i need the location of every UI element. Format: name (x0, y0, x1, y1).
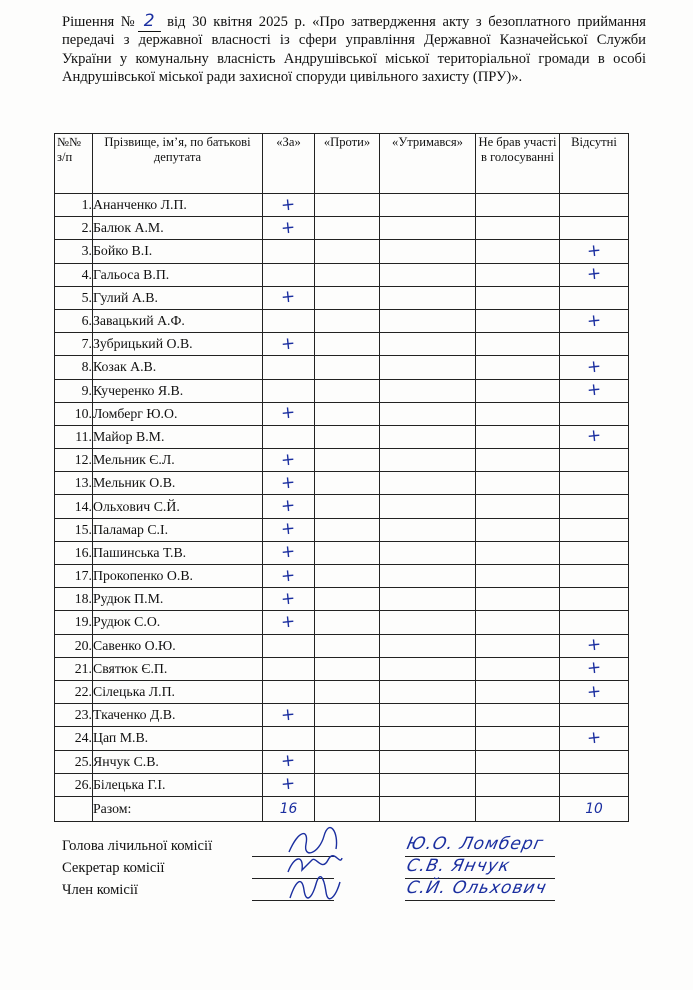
signature-name: С.В. Янчук (404, 856, 513, 876)
vote-for-cell (263, 727, 315, 750)
handwritten-mark: + (585, 263, 603, 285)
table-row (55, 356, 629, 379)
deputy-name: Балюк А.М. (93, 217, 263, 240)
deputy-name: Мельник О.В. (93, 472, 263, 495)
table-row (55, 495, 629, 518)
handwritten-mark: + (585, 657, 603, 680)
decision-subject: «Про затвердження акту з безоплатного приймання передачі з державної власності із сфери управління Державної Казначейської Служби України у комунальну власність Андрушівської міської територіальної громади в особі Андрушівської міської ради захисної споруди цивільного захисту (ПРУ)». (62, 14, 646, 85)
absent-cell (560, 773, 629, 796)
vote-against-cell (315, 449, 380, 472)
vote-abstain-cell (380, 565, 476, 588)
table-header-row (55, 134, 629, 194)
row-num: 13. (55, 472, 93, 495)
vote-against-cell (315, 704, 380, 727)
not-voted-cell (476, 217, 560, 240)
absent-cell (560, 333, 629, 356)
vote-abstain-cell (380, 309, 476, 332)
deputy-name: Гальоса В.П. (93, 263, 263, 286)
signature-role: Секретар комісії (62, 860, 165, 876)
handwritten-mark: + (280, 541, 297, 564)
deputy-name: Рудюк С.О. (93, 611, 263, 634)
not-voted-cell (476, 402, 560, 425)
handwritten-mark: + (280, 495, 297, 517)
vote-for-cell (263, 704, 315, 727)
table-row (55, 518, 629, 541)
table-row (55, 309, 629, 332)
absent-cell (560, 379, 629, 402)
deputy-name: Мельник Є.Л. (93, 449, 263, 472)
vote-against-cell (315, 541, 380, 564)
deputy-name: Білецька Г.І. (93, 773, 263, 796)
vote-for-cell (263, 286, 315, 309)
not-voted-cell (476, 472, 560, 495)
absent-cell (560, 634, 629, 657)
vote-against-cell (315, 402, 380, 425)
header-not-voted: Не брав участі в голосуванні (476, 134, 560, 194)
row-num: 11. (55, 425, 93, 448)
absent-cell (560, 704, 629, 727)
not-voted-cell (476, 240, 560, 263)
signature-role: Член комісії (62, 882, 138, 898)
absent-cell (560, 425, 629, 448)
voting-table (54, 133, 629, 822)
vote-abstain-cell (380, 541, 476, 564)
total-abstain (380, 796, 476, 821)
absent-cell (560, 727, 629, 750)
decision-date: від 30 квітня 2025 р. (167, 14, 306, 30)
total-against (315, 796, 380, 821)
handwritten-mark: + (280, 750, 297, 772)
vote-abstain-cell (380, 750, 476, 773)
row-num: 25. (55, 750, 93, 773)
vote-against-cell (315, 680, 380, 703)
not-voted-cell (476, 657, 560, 680)
vote-against-cell (315, 217, 380, 240)
handwritten-mark: + (280, 333, 297, 355)
vote-for-cell (263, 217, 315, 240)
handwritten-mark: + (280, 286, 297, 309)
vote-abstain-cell (380, 449, 476, 472)
table-row (55, 402, 629, 425)
vote-for-cell (263, 588, 315, 611)
vote-against-cell (315, 379, 380, 402)
row-num: 4. (55, 263, 93, 286)
row-num: 19. (55, 611, 93, 634)
header-against: «Проти» (315, 134, 380, 194)
handwritten-mark: + (280, 588, 297, 610)
absent-cell (560, 495, 629, 518)
vote-abstain-cell (380, 402, 476, 425)
deputy-name: Паламар С.І. (93, 518, 263, 541)
vote-against-cell (315, 194, 380, 217)
deputy-name: Козак А.В. (93, 356, 263, 379)
vote-for-cell (263, 240, 315, 263)
deputy-name: Ткаченко Д.В. (93, 704, 263, 727)
vote-abstain-cell (380, 680, 476, 703)
vote-against-cell (315, 657, 380, 680)
handwritten-signature-icon (284, 868, 344, 904)
vote-for-cell (263, 750, 315, 773)
vote-abstain-cell (380, 286, 476, 309)
signature-name: Ю.О. Ломберг (404, 834, 546, 854)
vote-against-cell (315, 333, 380, 356)
vote-against-cell (315, 518, 380, 541)
absent-cell (560, 194, 629, 217)
decision-prefix: Рішення № (62, 14, 138, 30)
vote-for-cell (263, 263, 315, 286)
vote-against-cell (315, 750, 380, 773)
row-num: 26. (55, 773, 93, 796)
vote-against-cell (315, 773, 380, 796)
header-for: «За» (263, 134, 315, 194)
vote-for-cell (263, 472, 315, 495)
handwritten-mark: + (280, 564, 297, 587)
vote-against-cell (315, 727, 380, 750)
table-row (55, 333, 629, 356)
table-row (55, 472, 629, 495)
row-num: 16. (55, 541, 93, 564)
absent-cell (560, 263, 629, 286)
table-row (55, 541, 629, 564)
not-voted-cell (476, 495, 560, 518)
signature-name: С.Й. Ольхович (404, 878, 549, 898)
vote-abstain-cell (380, 704, 476, 727)
not-voted-cell (476, 356, 560, 379)
table-row (55, 449, 629, 472)
vote-against-cell (315, 286, 380, 309)
vote-against-cell (315, 240, 380, 263)
row-num: 10. (55, 402, 93, 425)
absent-cell (560, 611, 629, 634)
vote-for-cell (263, 425, 315, 448)
handwritten-mark: + (280, 472, 297, 494)
row-num: 14. (55, 495, 93, 518)
table-row (55, 194, 629, 217)
absent-cell (560, 402, 629, 425)
table-row (55, 379, 629, 402)
vote-abstain-cell (380, 611, 476, 634)
handwritten-mark: + (585, 356, 603, 378)
row-num: 3. (55, 240, 93, 263)
table-row (55, 425, 629, 448)
vote-abstain-cell (380, 194, 476, 217)
not-voted-cell (476, 518, 560, 541)
vote-against-cell (315, 634, 380, 657)
vote-for-cell (263, 194, 315, 217)
row-num: 23. (55, 704, 93, 727)
not-voted-cell (476, 263, 560, 286)
vote-for-cell (263, 773, 315, 796)
row-num: 22. (55, 680, 93, 703)
absent-cell (560, 309, 629, 332)
not-voted-cell (476, 611, 560, 634)
signature-row-secretary (62, 856, 662, 882)
row-num: 17. (55, 565, 93, 588)
total-absent: 10 (560, 796, 629, 821)
vote-for-cell (263, 634, 315, 657)
table-row (55, 634, 629, 657)
not-voted-cell (476, 773, 560, 796)
handwritten-mark: + (585, 425, 603, 448)
vote-for-cell (263, 518, 315, 541)
table-row (55, 565, 629, 588)
absent-cell (560, 750, 629, 773)
not-voted-cell (476, 194, 560, 217)
deputy-name: Майор В.М. (93, 425, 263, 448)
absent-cell (560, 472, 629, 495)
vote-against-cell (315, 425, 380, 448)
not-voted-cell (476, 680, 560, 703)
vote-abstain-cell (380, 657, 476, 680)
vote-for-cell (263, 379, 315, 402)
handwritten-mark: + (280, 611, 297, 633)
deputy-name: Бойко В.І. (93, 240, 263, 263)
handwritten-mark: + (585, 680, 603, 703)
not-voted-cell (476, 727, 560, 750)
table-row (55, 680, 629, 703)
vote-for-cell (263, 541, 315, 564)
table-row (55, 704, 629, 727)
vote-for-cell (263, 565, 315, 588)
vote-abstain-cell (380, 217, 476, 240)
handwritten-mark: + (280, 448, 297, 471)
handwritten-mark: + (280, 217, 297, 239)
handwritten-mark: + (280, 704, 297, 726)
row-num: 24. (55, 727, 93, 750)
absent-cell (560, 680, 629, 703)
handwritten-mark: + (280, 193, 297, 216)
deputy-name: Пашинська Т.В. (93, 541, 263, 564)
vote-for-cell (263, 680, 315, 703)
vote-against-cell (315, 472, 380, 495)
table-row (55, 727, 629, 750)
handwritten-mark: + (585, 634, 603, 656)
handwritten-mark: + (280, 402, 297, 424)
absent-cell (560, 356, 629, 379)
row-num: 2. (55, 217, 93, 240)
table-row (55, 240, 629, 263)
decision-number: 2 (138, 11, 161, 32)
absent-cell (560, 541, 629, 564)
deputy-name: Ольхович С.Й. (93, 495, 263, 518)
vote-for-cell (263, 495, 315, 518)
vote-abstain-cell (380, 240, 476, 263)
vote-abstain-cell (380, 425, 476, 448)
not-voted-cell (476, 565, 560, 588)
header-num: №№ з/п (55, 134, 93, 194)
vote-for-cell (263, 333, 315, 356)
name-underline (405, 900, 555, 901)
deputy-name: Сілецька Л.П. (93, 680, 263, 703)
signature-role: Голова лічильної комісії (62, 838, 213, 854)
not-voted-cell (476, 449, 560, 472)
vote-abstain-cell (380, 634, 476, 657)
row-num: 8. (55, 356, 93, 379)
total-num-cell (55, 796, 93, 821)
vote-abstain-cell (380, 472, 476, 495)
row-num: 7. (55, 333, 93, 356)
row-num: 18. (55, 588, 93, 611)
deputy-name: Гулий А.В. (93, 286, 263, 309)
table-row (55, 611, 629, 634)
vote-for-cell (263, 657, 315, 680)
table-row (55, 217, 629, 240)
not-voted-cell (476, 588, 560, 611)
header-name: Прізвище, ім’я, по батькові депутата (93, 134, 263, 194)
vote-against-cell (315, 565, 380, 588)
table-row (55, 750, 629, 773)
absent-cell (560, 449, 629, 472)
deputy-name: Савенко О.Ю. (93, 634, 263, 657)
deputy-name: Ломберг Ю.О. (93, 402, 263, 425)
absent-cell (560, 217, 629, 240)
header-abstain: «Утримався» (380, 134, 476, 194)
deputy-name: Прокопенко О.В. (93, 565, 263, 588)
handwritten-mark: + (585, 727, 603, 749)
absent-cell (560, 657, 629, 680)
deputy-name: Ананченко Л.П. (93, 194, 263, 217)
not-voted-cell (476, 704, 560, 727)
deputy-name: Святюк Є.П. (93, 657, 263, 680)
vote-abstain-cell (380, 333, 476, 356)
handwritten-mark: + (280, 773, 297, 795)
absent-cell (560, 240, 629, 263)
absent-cell (560, 565, 629, 588)
deputy-name: Кучеренко Я.В. (93, 379, 263, 402)
vote-for-cell (263, 611, 315, 634)
deputy-name: Цап М.В. (93, 727, 263, 750)
table-row (55, 263, 629, 286)
total-row (55, 796, 629, 821)
vote-against-cell (315, 588, 380, 611)
not-voted-cell (476, 286, 560, 309)
deputy-name: Завацький А.Ф. (93, 309, 263, 332)
vote-against-cell (315, 309, 380, 332)
not-voted-cell (476, 309, 560, 332)
vote-abstain-cell (380, 588, 476, 611)
total-for: 16 (263, 796, 315, 821)
handwritten-mark: + (585, 379, 603, 401)
header-absent: Відсутні (560, 134, 629, 194)
deputy-name: Зубрицький О.В. (93, 333, 263, 356)
vote-abstain-cell (380, 773, 476, 796)
vote-for-cell (263, 309, 315, 332)
deputy-name: Янчук С.В. (93, 750, 263, 773)
row-num: 20. (55, 634, 93, 657)
decision-heading (62, 12, 646, 86)
handwritten-mark: + (585, 240, 603, 262)
vote-abstain-cell (380, 379, 476, 402)
vote-for-cell (263, 402, 315, 425)
signature-row-member (62, 878, 662, 904)
table-row (55, 286, 629, 309)
vote-for-cell (263, 356, 315, 379)
handwritten-mark: + (280, 518, 297, 540)
vote-abstain-cell (380, 518, 476, 541)
vote-for-cell (263, 449, 315, 472)
total-not-voted (476, 796, 560, 821)
not-voted-cell (476, 634, 560, 657)
absent-cell (560, 518, 629, 541)
not-voted-cell (476, 750, 560, 773)
vote-against-cell (315, 263, 380, 286)
not-voted-cell (476, 425, 560, 448)
row-num: 5. (55, 286, 93, 309)
row-num: 1. (55, 194, 93, 217)
deputy-name: Рудюк П.М. (93, 588, 263, 611)
absent-cell (560, 286, 629, 309)
vote-against-cell (315, 611, 380, 634)
row-num: 9. (55, 379, 93, 402)
not-voted-cell (476, 541, 560, 564)
not-voted-cell (476, 333, 560, 356)
vote-abstain-cell (380, 495, 476, 518)
table-row (55, 773, 629, 796)
vote-abstain-cell (380, 356, 476, 379)
row-num: 15. (55, 518, 93, 541)
vote-against-cell (315, 495, 380, 518)
handwritten-mark: + (585, 309, 603, 332)
total-label: Разом: (93, 796, 263, 821)
vote-abstain-cell (380, 727, 476, 750)
row-num: 6. (55, 309, 93, 332)
table-row (55, 588, 629, 611)
vote-abstain-cell (380, 263, 476, 286)
row-num: 12. (55, 449, 93, 472)
table-row (55, 657, 629, 680)
row-num: 21. (55, 657, 93, 680)
vote-against-cell (315, 356, 380, 379)
absent-cell (560, 588, 629, 611)
not-voted-cell (476, 379, 560, 402)
signature-row-chair (62, 834, 662, 860)
